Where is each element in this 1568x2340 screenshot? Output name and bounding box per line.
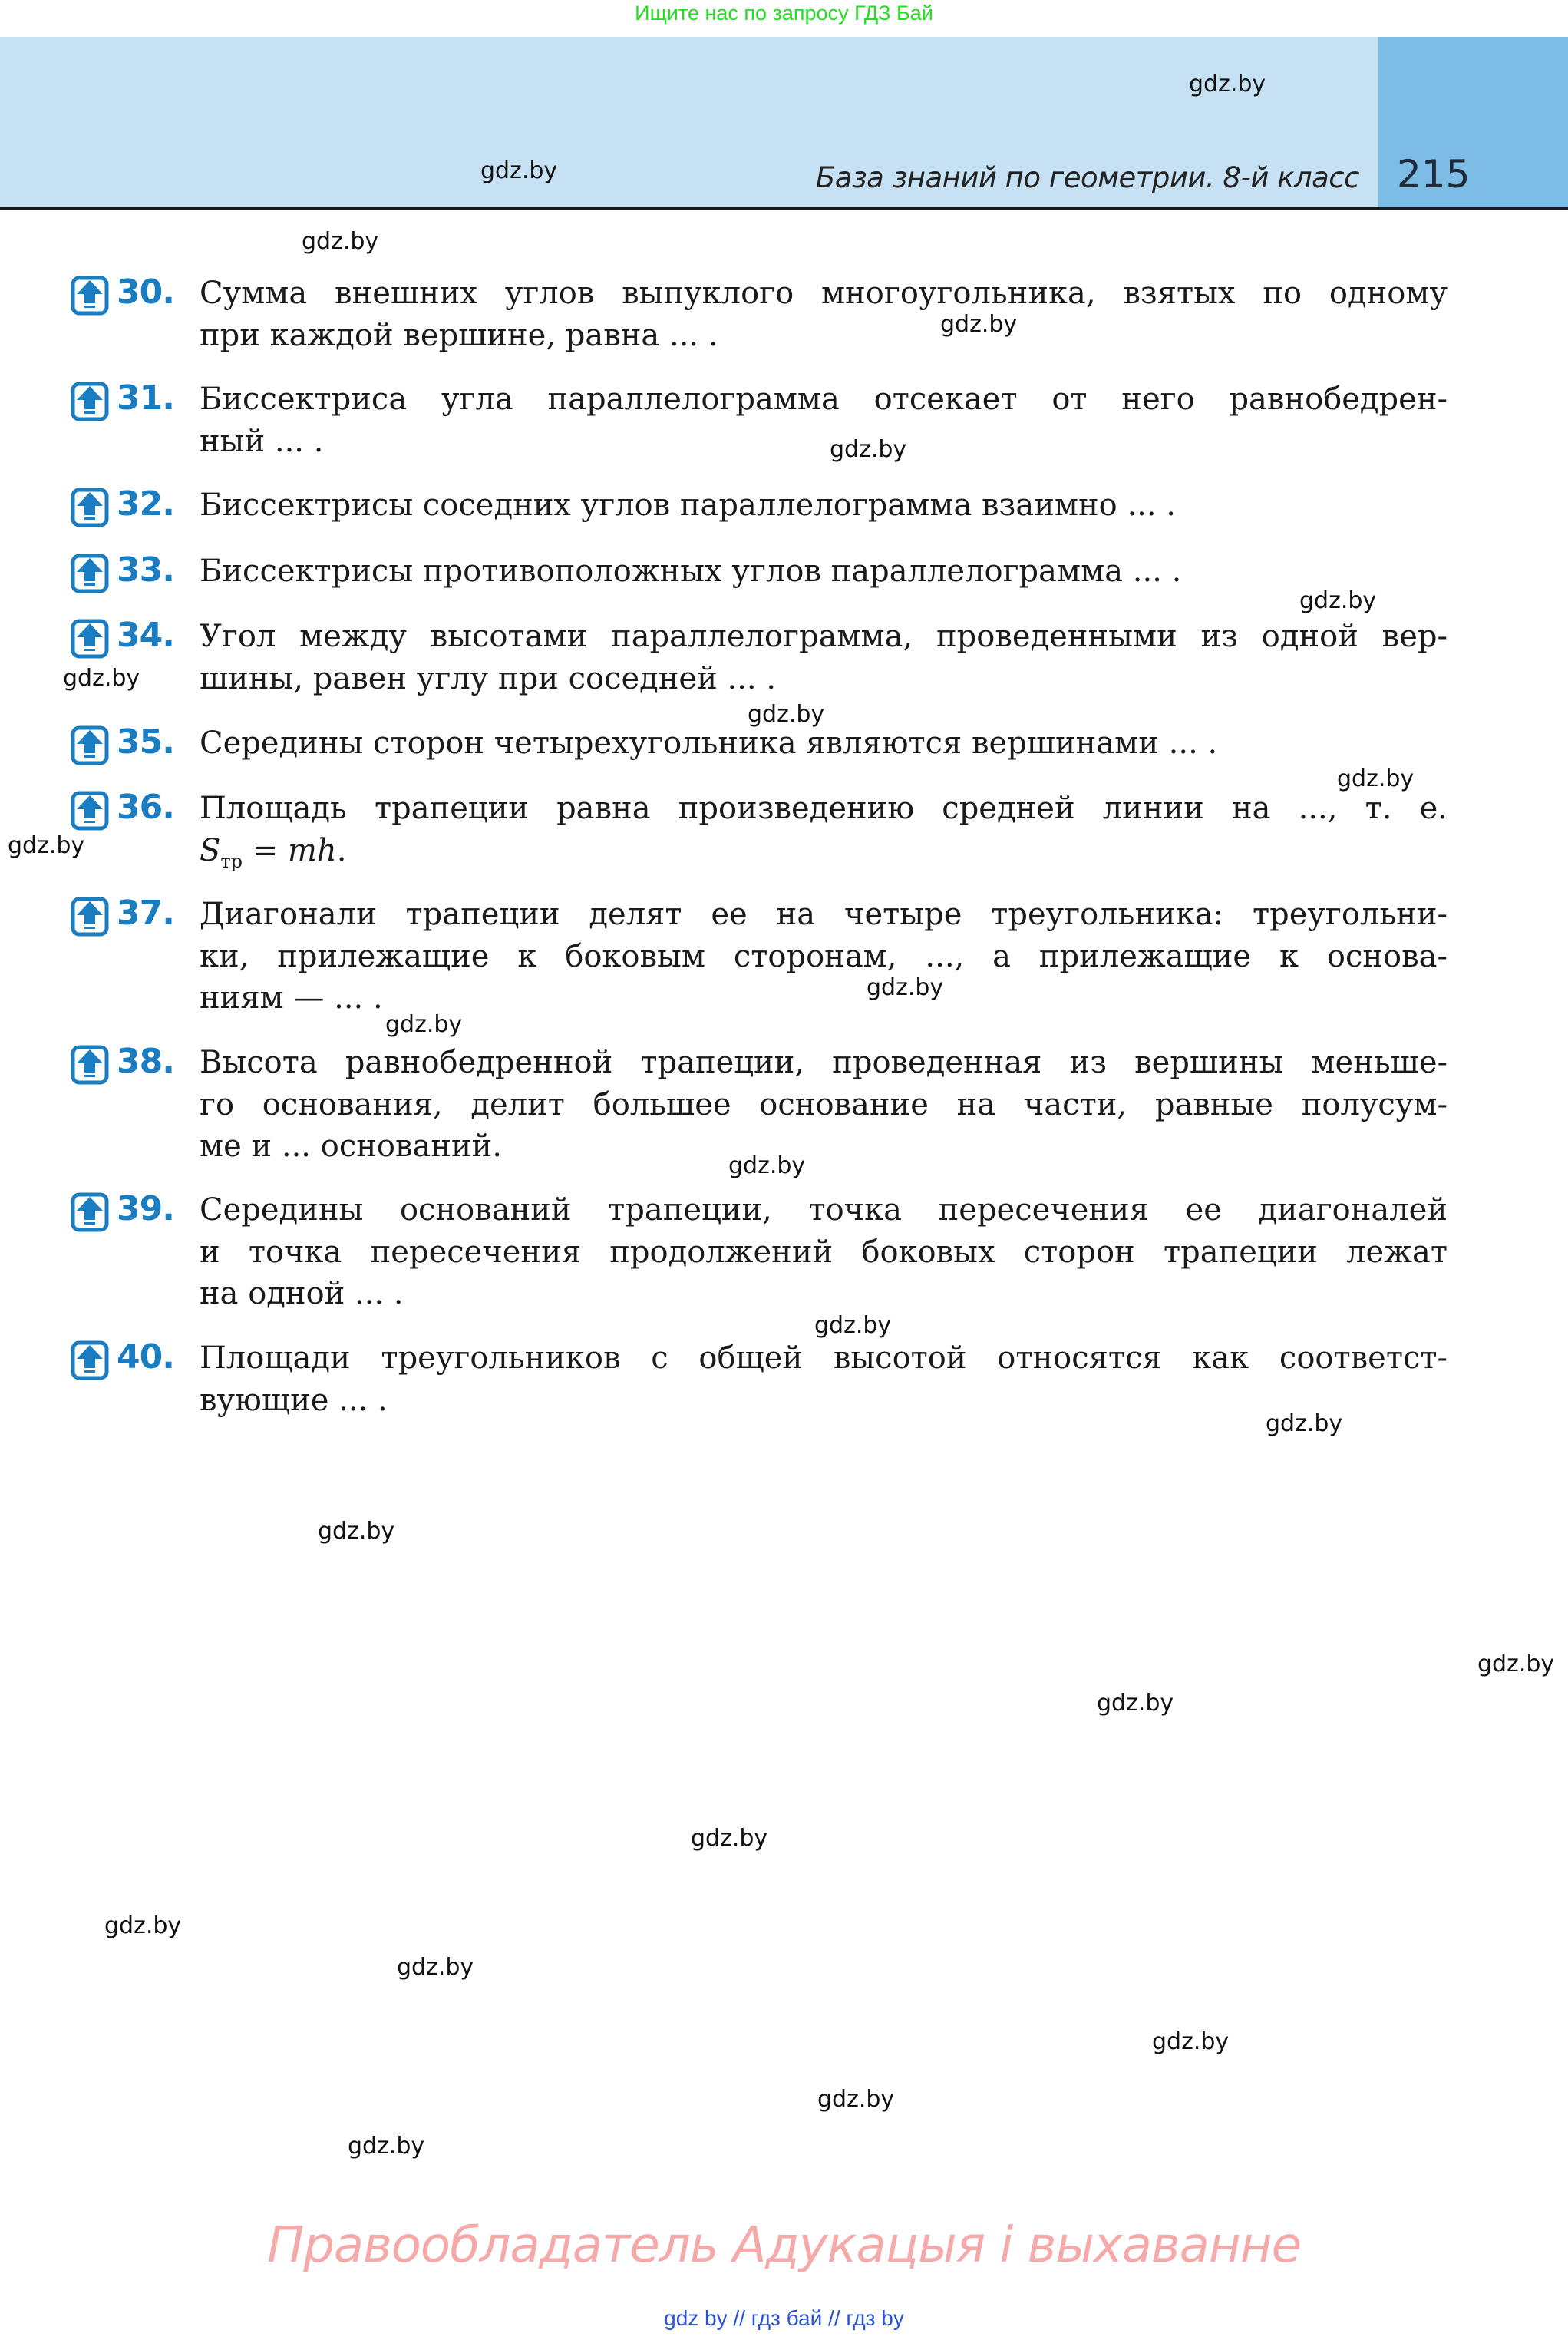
question-text [200, 616, 1448, 699]
question-number: 38. [117, 1042, 174, 1081]
text-line: Площади треугольников с общей высотой относятся как соответст- [200, 1340, 1448, 1376]
text-line: при каждой вершине, равна ... . [200, 317, 718, 353]
formula-end: . [336, 832, 347, 868]
question-number: 31. [117, 378, 174, 418]
search-banner: Ищите нас по запросу ГДЗ Бай [635, 2, 933, 25]
theory-arrow-icon[interactable] [71, 1045, 109, 1085]
theory-arrow-icon[interactable] [71, 1340, 109, 1380]
theory-arrow-icon[interactable] [71, 619, 109, 659]
formula-sub: тр [220, 850, 243, 872]
question-number: 34. [117, 616, 174, 655]
page-header [0, 37, 1568, 207]
watermark: gdz.by [63, 665, 140, 692]
question-number: 35. [117, 722, 174, 762]
theory-arrow-icon[interactable] [71, 554, 109, 593]
text-line: Высота равнобедренной трапеции, проведенная из вершины меньше- [200, 1045, 1448, 1080]
watermark: gdz.by [748, 701, 825, 728]
watermark: gdz.by [1477, 1651, 1555, 1677]
text-line: Биссектрисы соседних углов параллелограмма взаимно ... . [200, 488, 1177, 523]
text-line: Биссектриса угла параллелограмма отсекает от него равнобедрен- [200, 382, 1448, 417]
watermark: gdz.by [1337, 765, 1415, 792]
question-number: 37. [117, 894, 174, 933]
theory-arrow-icon[interactable] [71, 725, 109, 765]
question-text [200, 378, 1448, 462]
watermark: gdz.by [8, 832, 85, 859]
text-line: ме и ... оснований. [200, 1129, 503, 1164]
question-text [200, 1189, 1448, 1315]
text-line: вующие ... . [200, 1382, 388, 1418]
header-divider [0, 207, 1568, 210]
question-text [200, 722, 1448, 765]
theory-arrow-icon[interactable] [71, 791, 109, 831]
theory-arrow-icon[interactable] [71, 1192, 109, 1232]
watermark: gdz.by [1299, 587, 1377, 614]
text-line: ки, прилежащие к боковым сторонам, ..., а прилежащие к основа- [200, 938, 1448, 974]
watermark: gdz.by [1152, 2028, 1230, 2055]
watermark: gdz.by [1189, 71, 1266, 98]
question-number: 39. [117, 1189, 174, 1228]
header-title: База знаний по геометрии. 8-й класс [815, 161, 1359, 194]
question-number: 36. [117, 788, 174, 827]
question-text [200, 788, 1448, 871]
watermark: gdz.by [814, 1312, 892, 1339]
text-line: го основания, делит большее основание на части, равные полусум- [200, 1086, 1448, 1122]
question-text [200, 273, 1448, 356]
watermark: gdz.by [830, 436, 907, 463]
watermark: gdz.by [318, 1518, 395, 1545]
question-text [200, 1337, 1448, 1421]
theory-arrow-icon[interactable] [71, 276, 109, 316]
watermark: gdz.by [817, 2086, 895, 2113]
question-number: 32. [117, 484, 174, 524]
theory-arrow-icon[interactable] [71, 382, 109, 421]
watermark: gdz.by [691, 1825, 768, 1852]
text-line: Угол между высотами параллелограмма, проведенными из одной вер- [200, 619, 1448, 654]
theory-arrow-icon[interactable] [71, 897, 109, 937]
watermark: gdz.by [480, 157, 558, 184]
question-text [200, 894, 1448, 1020]
question-text [200, 550, 1448, 593]
watermark: gdz.by [104, 1912, 182, 1939]
watermark: gdz.by [397, 1954, 474, 1981]
question-text [200, 484, 1448, 527]
watermark: gdz.by [385, 1011, 463, 1038]
watermark: gdz.by [348, 2133, 425, 2160]
text-line: Биссектрисы противоположных углов параллелограмма ... . [200, 554, 1182, 589]
question-number: 30. [117, 273, 174, 312]
theory-arrow-icon[interactable] [71, 488, 109, 527]
formula-eq: = [243, 832, 288, 868]
text-line: шины, равен углу при соседней ... . [200, 660, 777, 696]
formula-s: S [200, 832, 221, 868]
text-line: Площадь трапеции равна произведению средней линии на ..., т. е. [200, 791, 1448, 826]
question-text [200, 1042, 1448, 1168]
footer-links[interactable]: gdz by // гдз бай // гдз by [664, 2306, 904, 2330]
watermark: gdz.by [728, 1152, 806, 1179]
text-line: Сумма внешних углов выпуклого многоугольника, взятых по одному [200, 276, 1448, 311]
question-number: 33. [117, 550, 174, 590]
text-line: Диагонали трапеции делят ее на четыре треугольника: треугольни- [200, 897, 1448, 932]
page-number: 215 [1397, 152, 1471, 197]
text-line: Середины сторон четырехугольника являются вершинами ... . [200, 725, 1218, 761]
watermark: gdz.by [1097, 1690, 1174, 1717]
text-line: Середины оснований трапеции, точка пересечения ее диагоналей [200, 1192, 1448, 1228]
text-line: на одной ... . [200, 1276, 404, 1311]
watermark: gdz.by [302, 228, 379, 255]
watermark: gdz.by [940, 311, 1018, 338]
text-line: ниям — ... . [200, 980, 383, 1016]
text-line: ный ... . [200, 423, 324, 459]
watermark: gdz.by [867, 974, 944, 1001]
formula-rhs: mh [288, 832, 337, 868]
question-number: 40. [117, 1337, 174, 1377]
formula-line [200, 830, 1448, 872]
watermark: gdz.by [1266, 1410, 1343, 1437]
copyright-owner: Правообладатель Адукацыя і выхаванне [267, 2217, 1301, 2274]
text-line: и точка пересечения продолжений боковых сторон трапеции лежат [200, 1234, 1448, 1270]
